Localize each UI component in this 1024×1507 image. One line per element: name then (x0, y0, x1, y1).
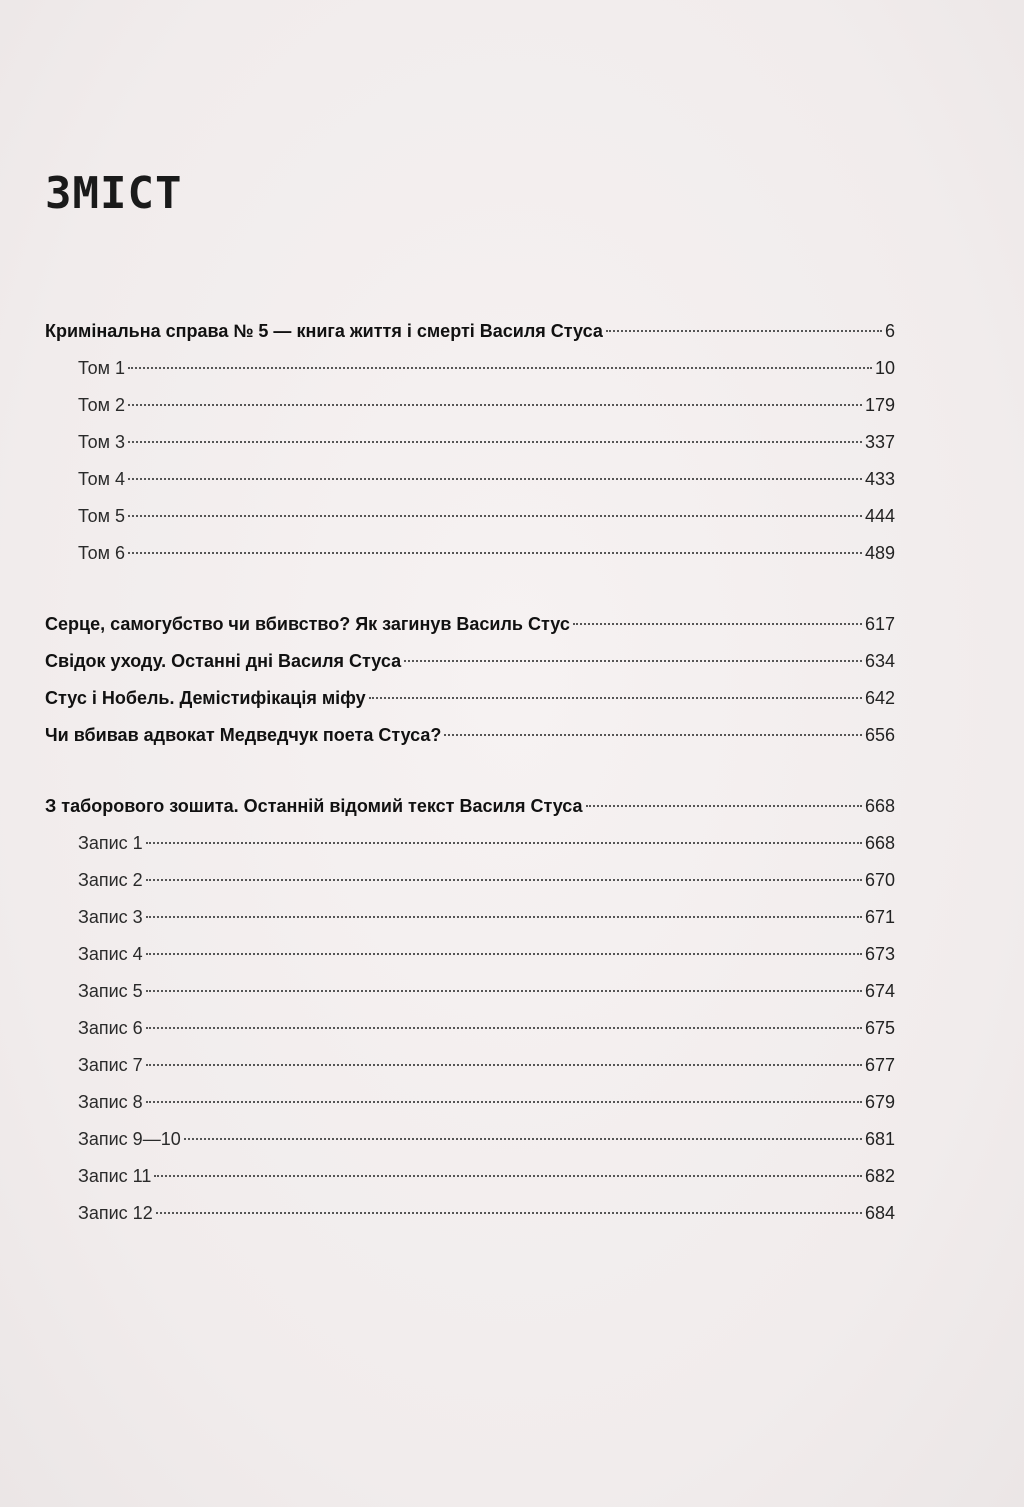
toc-entry (45, 788, 895, 825)
toc-page-number: 668 (864, 796, 895, 816)
toc-subentry (45, 862, 895, 899)
toc-entry-title: Запис 8 (78, 1092, 143, 1112)
toc-page-number: 675 (864, 1018, 895, 1038)
dot-leader (573, 623, 862, 625)
toc-entry-title: Стус і Нобель. Демістифікація міфу (45, 688, 366, 708)
table-of-contents (45, 313, 895, 1266)
dot-leader (369, 697, 862, 699)
toc-entry-title: Том 3 (78, 432, 125, 452)
toc-group (45, 788, 895, 1232)
toc-page-number: 642 (864, 688, 895, 708)
toc-page-number: 433 (864, 469, 895, 489)
toc-page-number: 684 (864, 1203, 895, 1223)
toc-subentry (45, 424, 895, 461)
dot-leader (146, 953, 862, 955)
toc-subentry (45, 825, 895, 862)
toc-entry-title: Том 6 (78, 543, 125, 563)
toc-entry-title: Запис 1 (78, 833, 143, 853)
toc-page-number: 679 (864, 1092, 895, 1112)
dot-leader (606, 330, 882, 332)
toc-subentry (45, 350, 895, 387)
toc-subentry (45, 936, 895, 973)
toc-entry-title: Запис 12 (78, 1203, 153, 1223)
toc-entry-title: Запис 6 (78, 1018, 143, 1038)
toc-entry-title: З таборового зошита. Останній відомий текст Василя Стуса (45, 796, 583, 816)
dot-leader (154, 1175, 862, 1177)
toc-entry-title: Запис 9—10 (78, 1129, 181, 1149)
toc-entry-title: Чи вбивав адвокат Медведчук поета Стуса? (45, 725, 442, 745)
dot-leader (146, 1101, 862, 1103)
dot-leader (146, 879, 862, 881)
toc-entry-title: Запис 4 (78, 944, 143, 964)
toc-page-number: 682 (864, 1166, 895, 1186)
dot-leader (146, 1064, 862, 1066)
toc-page-number: 617 (864, 614, 895, 634)
toc-entry-title: Запис 7 (78, 1055, 143, 1075)
toc-page-number: 634 (864, 651, 895, 671)
toc-group (45, 606, 895, 754)
toc-page-number: 668 (864, 833, 895, 853)
toc-page-number: 444 (864, 506, 895, 526)
toc-page-number: 670 (864, 870, 895, 890)
toc-entry-title: Том 5 (78, 506, 125, 526)
toc-page-number: 656 (864, 725, 895, 745)
toc-subentry (45, 1084, 895, 1121)
dot-leader (156, 1212, 862, 1214)
toc-entry-title: Кримінальна справа № 5 — книга життя і смерті Василя Стуса (45, 321, 603, 341)
toc-entry-title: Запис 5 (78, 981, 143, 1001)
toc-page-number: 179 (864, 395, 895, 415)
toc-entry-title: Том 4 (78, 469, 125, 489)
toc-entry (45, 643, 895, 680)
toc-subentry (45, 1195, 895, 1232)
dot-leader (128, 478, 862, 480)
toc-entry-title: Том 1 (78, 358, 125, 378)
toc-subentry (45, 1158, 895, 1195)
toc-subentry (45, 1010, 895, 1047)
toc-entry (45, 717, 895, 754)
toc-entry-title: Запис 2 (78, 870, 143, 890)
dot-leader (128, 367, 872, 369)
dot-leader (146, 842, 862, 844)
toc-subentry (45, 973, 895, 1010)
dot-leader (128, 552, 862, 554)
toc-entry-title: Серце, самогубство чи вбивство? Як загинув Василь Стус (45, 614, 570, 634)
dot-leader (128, 404, 862, 406)
toc-subentry (45, 498, 895, 535)
toc-subentry (45, 1121, 895, 1158)
toc-page-number: 671 (864, 907, 895, 927)
dot-leader (184, 1138, 862, 1140)
toc-group (45, 313, 895, 572)
toc-page-number: 677 (864, 1055, 895, 1075)
toc-page-number: 674 (864, 981, 895, 1001)
toc-entry-title: Запис 11 (78, 1166, 152, 1186)
dot-leader (146, 990, 862, 992)
dot-leader (146, 1027, 862, 1029)
toc-entry (45, 680, 895, 717)
page-title: ЗМІСТ (45, 168, 183, 219)
toc-page-number: 681 (864, 1129, 895, 1149)
toc-subentry (45, 1047, 895, 1084)
toc-subentry (45, 387, 895, 424)
toc-page-number: 489 (864, 543, 895, 563)
dot-leader (586, 805, 862, 807)
dot-leader (146, 916, 862, 918)
toc-page-number: 10 (874, 358, 895, 378)
toc-subentry (45, 461, 895, 498)
dot-leader (404, 660, 862, 662)
dot-leader (444, 734, 862, 736)
toc-entry (45, 313, 895, 350)
toc-entry (45, 606, 895, 643)
toc-subentry (45, 535, 895, 572)
toc-entry-title: Запис 3 (78, 907, 143, 927)
dot-leader (128, 515, 862, 517)
dot-leader (128, 441, 862, 443)
toc-page-number: 673 (864, 944, 895, 964)
toc-entry-title: Том 2 (78, 395, 125, 415)
toc-page-number: 6 (884, 321, 895, 341)
toc-subentry (45, 899, 895, 936)
toc-page-number: 337 (864, 432, 895, 452)
toc-entry-title: Свідок уходу. Останні дні Василя Стуса (45, 651, 402, 671)
